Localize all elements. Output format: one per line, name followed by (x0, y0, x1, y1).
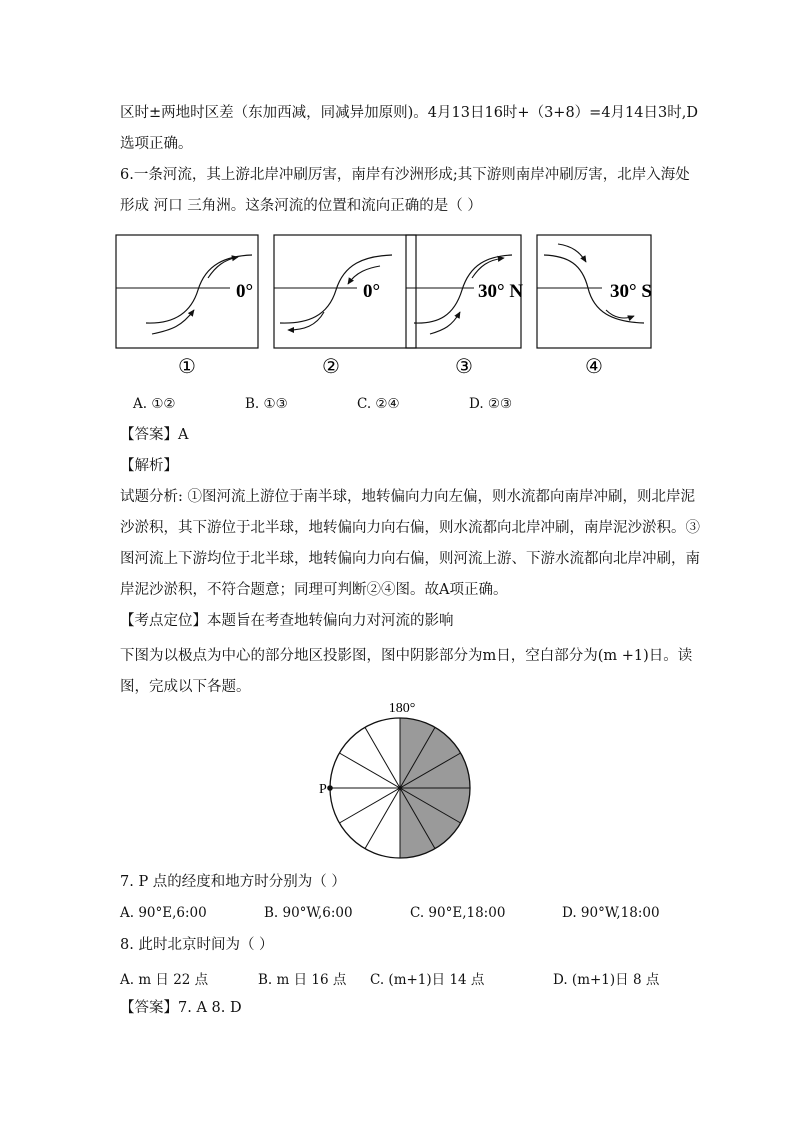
analysis-line-2: 沙淤积，其下游位于北半球，地转偏向力向右偏，则水流都向北岸冲刷，南岸泥沙淤积。③ (120, 520, 700, 536)
analysis-label: 【解析】 (120, 458, 178, 474)
key-point-line: 【考点定位】本题旨在考查地转偏向力对河流的影响 (120, 613, 454, 629)
analysis-line-1: 试题分析: ①图河流上游位于南半球，地转偏向力向左偏，则水流都向南岸冲刷，则北岸泥 (120, 489, 695, 505)
river-figure-4 (537, 235, 652, 348)
river-figure-4-number: ④ (585, 354, 603, 378)
answer-7-8: 【答案】7. A 8. D (120, 1000, 242, 1016)
river-figure-1-number: ① (178, 354, 196, 378)
river-figure-2 (274, 235, 416, 348)
polar-point-label: P (319, 782, 327, 797)
q8-option-a: A. m 日 22 点 (120, 972, 209, 988)
river-figure-3 (406, 235, 523, 348)
river-figures (112, 230, 657, 380)
river-figure-4-label: 30° S (610, 281, 652, 302)
answer-label: 【答案】A (120, 427, 189, 443)
intro-line-1: 下图为以极点为中心的部分地区投影图，图中阴影部分为m日，空白部分为(m +1)日。读 (120, 648, 693, 664)
analysis-line-4: 岸泥沙淤积，不符合题意；同理可判断②④图。故A项正确。 (120, 582, 508, 598)
question-8: 8. 此时北京时间为（ ） (120, 937, 274, 953)
analysis-line-3: 图河流上下游均位于北半球，地转偏向力向右偏，则河流上游、下游水流都向北岸冲刷，南 (120, 551, 700, 567)
river-figure-3-number: ③ (455, 354, 473, 378)
river-figure-1-label: 0° (236, 281, 254, 302)
question-6-line-2: 形成 河口 三角洲。这条河流的位置和流向正确的是（ ） (120, 198, 482, 214)
river-figure-3-label: 30° N (478, 281, 524, 302)
river-figure-2-label: 0° (363, 281, 381, 302)
q8-option-d: D. (m+1)日 8 点 (553, 972, 660, 988)
q7-option-a: A. 90°E,6:00 (120, 905, 207, 921)
polar-figure (310, 700, 490, 865)
river-figure-2-number: ② (322, 354, 340, 378)
question-7: 7. P 点的经度和地方时分别为（ ） (120, 874, 346, 890)
q8-option-c: C. (m+1)日 14 点 (370, 972, 485, 988)
river-figure-1 (116, 235, 258, 348)
q7-option-d: D. 90°W,18:00 (562, 905, 660, 921)
text-line-2: 选项正确。 (120, 136, 193, 152)
q8-option-b: B. m 日 16 点 (258, 972, 347, 988)
q6-option-d: D. ②③ (469, 396, 513, 412)
polar-top-label: 180° (388, 701, 416, 716)
question-6-line-1: 6.一条河流，其上游北岸冲刷厉害，南岸有沙洲形成;其下游则南岸冲刷厉害，北岸入海处 (120, 167, 690, 183)
q6-option-c: C. ②④ (357, 396, 400, 412)
q7-option-c: C. 90°E,18:00 (410, 905, 506, 921)
q6-option-a: A. ①② (133, 396, 176, 412)
text-line-1: 区时±两地时区差（东加西减，同减异加原则)。4月13日16时+（3+8）=4月14日3时,D (120, 105, 698, 121)
q6-option-b: B. ①③ (245, 396, 288, 412)
intro-line-2: 图，完成以下各题。 (120, 679, 251, 695)
q7-option-b: B. 90°W,6:00 (264, 905, 353, 921)
